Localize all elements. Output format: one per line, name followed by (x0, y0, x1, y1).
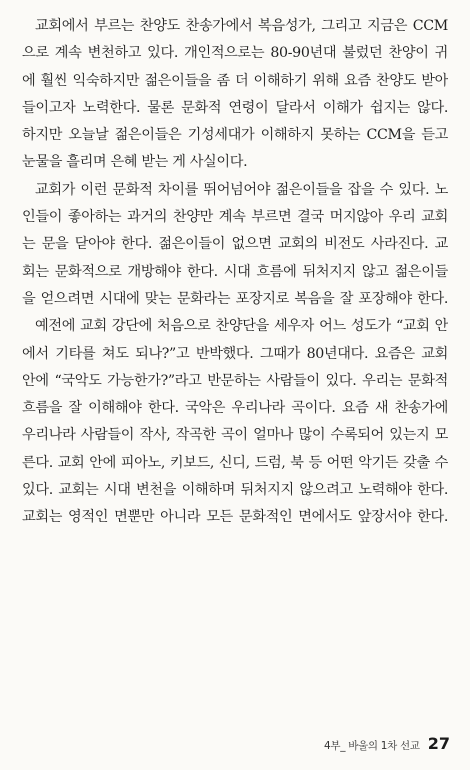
text-line: 하지만 오늘날 젊은이들은 기성세대가 이해하지 못하는 CCM을 듣고 (22, 127, 448, 144)
text-line: 른다. 교회 안에 피아노, 키보드, 신디, 드럼, 북 등 어떤 악기든 갖출 수 (22, 454, 448, 471)
text-line: 들이고자 노력한다. 물론 문화적 연령이 달라서 이해가 쉽지는 않다. (22, 99, 448, 116)
body-text (22, 13, 448, 532)
page-footer (324, 734, 450, 753)
text-line: 흐름을 잘 이해해야 한다. 국악은 우리나라 곡이다. 요즘 새 찬송가에 (22, 400, 448, 417)
page-number: 27 (427, 734, 450, 753)
text-line: 교회에서 부르는 찬양도 찬송가에서 복음성가, 그리고 지금은 CCM (35, 18, 448, 34)
text-line: 교회는 영적인 면뿐만 아니라 모든 문화적인 면에서도 앞장서야 한다. (22, 509, 448, 526)
text-line: 인들이 좋아하는 과거의 찬양만 계속 부르면 결국 머지않아 우리 교회 (22, 209, 448, 226)
text-line: 에 훨씬 익숙하지만 젊은이들을 좀 더 이해하기 위해 요즘 찬양도 받아 (22, 72, 448, 89)
text-line: 교회가 이런 문화적 차이를 뛰어넘어야 젊은이들을 잡을 수 있다. 노 (35, 181, 448, 198)
text-line: 눈물을 흘리며 은혜 받는 게 사실이다. (22, 154, 248, 171)
paragraph-2 (22, 177, 448, 313)
text-line: 회는 문화적으로 개방해야 한다. 시대 흐름에 뒤처지지 않고 젊은이들 (22, 263, 448, 280)
section-title: 4부_ 바울의 1차 선교 (324, 740, 420, 752)
text-line: 예전에 교회 강단에 처음으로 찬양단을 세우자 어느 성도가 “교회 안 (35, 318, 448, 335)
text-line: 을 얻으려면 시대에 맞는 문화라는 포장지로 복음을 잘 포장해야 한다. (22, 290, 448, 307)
paragraph-1 (22, 13, 448, 177)
paragraph-3 (22, 313, 448, 531)
text-line: 으로 계속 변천하고 있다. 개인적으로는 80-90년대 불렀던 찬양이 귀 (22, 45, 448, 62)
text-line: 는 문을 닫아야 한다. 젊은이들이 없으면 교회의 비전도 사라진다. 교 (22, 236, 448, 253)
text-line: 우리나라 사람들이 작사, 작곡한 곡이 얼마나 많이 수록되어 있는지 모 (22, 427, 448, 444)
text-line: 있다. 교회는 시대 변천을 이해하며 뒤처지지 않으려고 노력해야 한다. (22, 482, 448, 499)
text-line: 에서 기타를 쳐도 되나?”고 반박했다. 그때가 80년대다. 요즘은 교회 (22, 345, 448, 362)
text-line: 안에 “국악도 가능한가?”라고 반문하는 사람들이 있다. 우리는 문화적 (22, 372, 448, 389)
